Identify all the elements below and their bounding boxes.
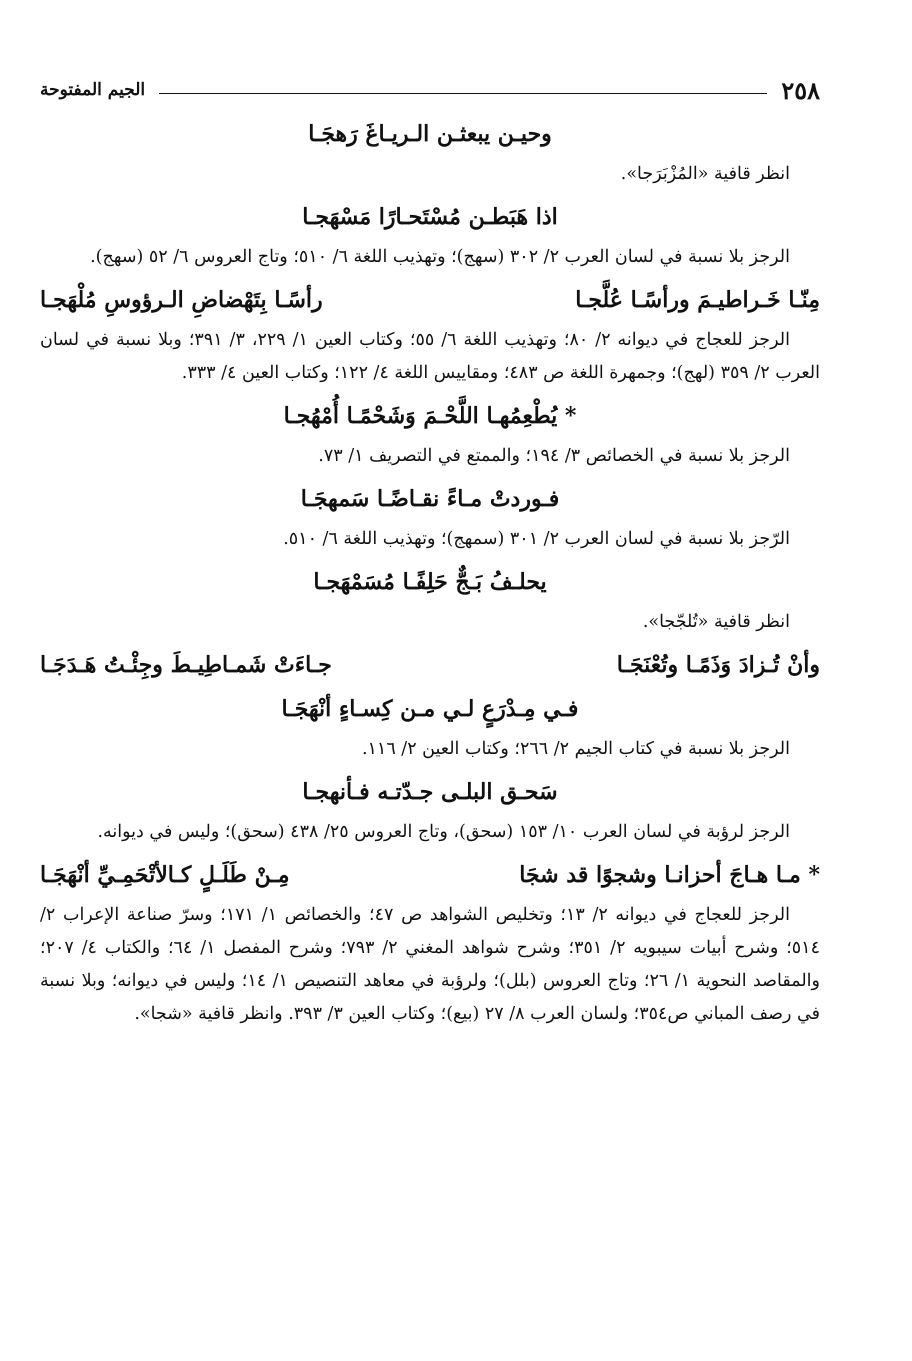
citation-note: انظر قافية «تُلجّجا».	[642, 612, 790, 632]
verse-second-hemistich: رأسًـا بِتَهْضاضِ الـرؤوسِ مُلْهَجـا	[40, 287, 323, 313]
verse-line: اذا هَبَطـن مُسْتَحـارًا مَسْهَجـا	[302, 204, 558, 230]
verse-line: وحيـن يبعثـن الـريـاغَ رَهجَـا	[308, 121, 552, 147]
citation-note: الرجز بلا نسبة في الخصائص ٣/ ١٩٤؛ والممتع في التصريف ١/ ٧٣.	[318, 446, 790, 466]
verse-line: فـوردتْ مـاءً نقـاضًـا سَمهجَـا	[300, 486, 560, 512]
verse-second-hemistich: جـاءَتْ شَمـاطِيـطَ وجِئْـتُ هَـدَجَـا	[40, 652, 332, 678]
verse-line: * يُطْعِمُهـا اللَّحْـمَ وَشَحْمًـا أُمْهُجـا	[283, 403, 577, 429]
verse-couplet	[40, 647, 820, 683]
citation-note: الرجز للعجاج في ديوانه ٢/ ٨٠؛ وتهذيب اللغة ٦/ ٥٥؛ وكتاب العين ١/ ٢٢٩، ٣/ ٣٩١؛ وبلا نسبة في لسان العرب ٢/ ٣٥٩ (لهج)؛ وجمهرة اللغة ص ٤٨٣؛ ومقاييس اللغة ٤/ ١٢٢؛ وكتاب العين ٤/ ٣٣٣.	[40, 330, 820, 383]
verse-line: فـي مِـدْرَعٍ لـي مـن كِسـاءٍ أنْهَجَـا	[281, 696, 579, 722]
citation-note: انظر قافية «المُزْبَرَجا».	[620, 164, 790, 184]
verse-first-hemistich: مِنّـا خَـراطيـمَ ورأسًـا عُلَّجـا	[575, 287, 820, 313]
citation-note: الرجز بلا نسبة في لسان العرب ٢/ ٣٠٢ (سهج)؛ وتهذيب اللغة ٦/ ٥١٠؛ وتاج العروس ٦/ ٥٢ (سهج).	[90, 247, 790, 267]
verse-line: سَحـق البلـى جـدّتـه فـأنهجـا	[302, 779, 558, 805]
verse-first-hemistich: * مـا هـاجَ أحزانـا وشجوًا قد شجَا	[519, 862, 820, 888]
running-title: الجيم المفتوحة	[40, 80, 146, 100]
header-rule	[159, 93, 767, 94]
citation-note: الرجز بلا نسبة في كتاب الجيم ٢/ ٢٦٦؛ وكتاب العين ٢/ ١١٦.	[361, 739, 790, 759]
citation-note: الرجز للعجاج في ديوانه ٢/ ١٣؛ وتخليص الشواهد ص ٤٧؛ والخصائص ١/ ١٧١؛ وسرّ صناعة الإعراب ٢/ ٥١٤؛ وشرح أبيات سيبويه ٢/ ٣٥١؛ وشرح شواهد المغني ٢/ ٧٩٣؛ وشرح المفصل ١/ ٦٤؛ والكتاب ٤/ ٢٠٧؛ والمقاصد النحوية ١/ ٢٦؛ وتاج العروس (بلل)؛ ولرؤبة في معاهد التنصيص ١/ ١٤؛ وليس في ديوانه؛ وبلا نسبة في رصف المباني ص٣٥٤؛ ولسان العرب ٨/ ٢٧ (بيع)؛ وكتاب العين ٣/ ٣٩٣. وانظر قافية «شجا».	[40, 905, 820, 1024]
citation-note: الرجز لرؤبة في لسان العرب ١٠/ ١٥٣ (سحق)، وتاج العروس ٢٥/ ٤٣٨ (سحق)؛ وليس في ديوانه.	[97, 822, 790, 842]
page-header	[40, 72, 820, 108]
verse-couplet	[40, 282, 820, 318]
page-number: ٢٥٨	[781, 75, 820, 105]
citation-note: الرّجز بلا نسبة في لسان العرب ٢/ ٣٠١ (سمهج)؛ وتهذيب اللغة ٦/ ٥١٠.	[283, 529, 790, 549]
verse-first-hemistich: وأنْ تُـزادَ وَذَمًـا وتُعْنَجَـا	[616, 652, 820, 678]
verse-line: يحلـفُ بَـجٌّ حَلِفًـا مُسَمْهَجـا	[313, 569, 547, 595]
verse-couplet	[40, 857, 820, 893]
verse-second-hemistich: مِـنْ طَلَـلٍ كـالأتْحَمِـيِّ أنْهَجَـا	[40, 862, 290, 888]
